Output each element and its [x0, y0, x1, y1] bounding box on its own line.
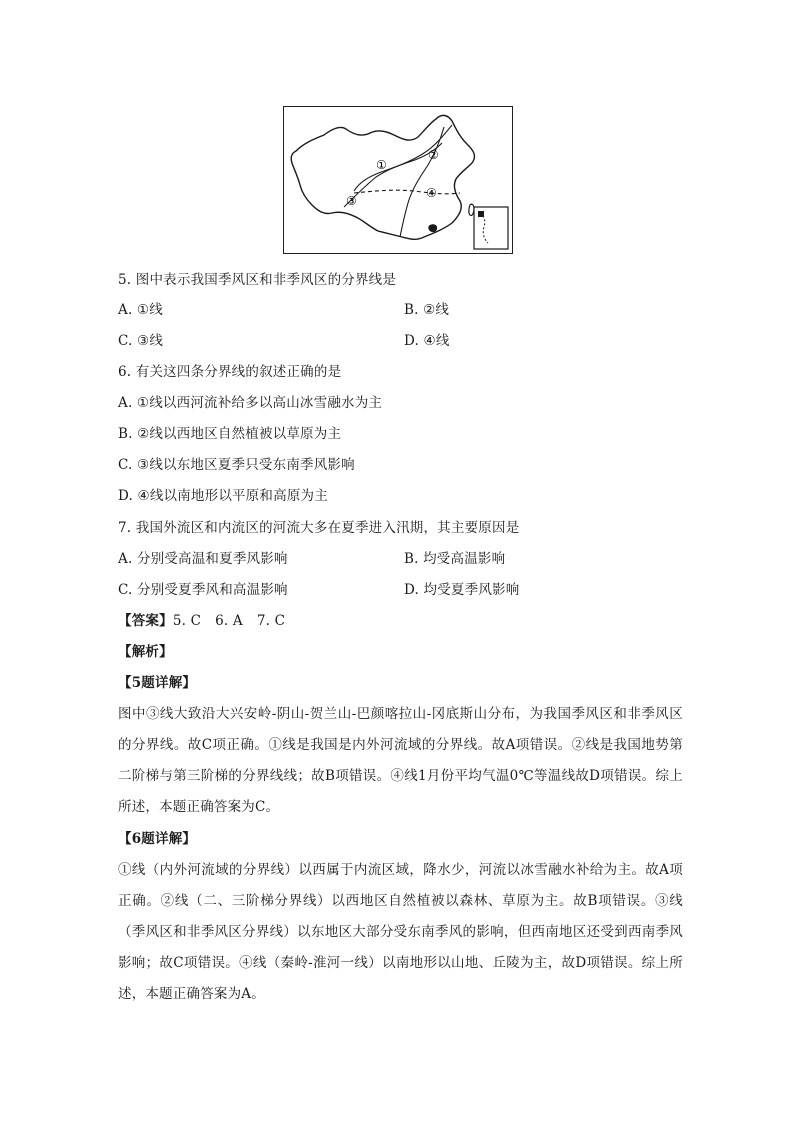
question-6-option-b: B. ②线以西地区自然植被以草原为主 — [118, 426, 342, 442]
boundary-line-4 — [354, 190, 460, 194]
question-5-option-b: B. ②线 — [404, 302, 450, 318]
taiwan-island — [469, 204, 474, 215]
hainan-island — [428, 224, 437, 232]
answer-row — [118, 611, 285, 631]
section-5-text: 图中③线大致沿大兴安岭-阴山-贺兰山-巴颜喀拉山-冈底斯山分布，为我国季风区和非季风区的分界线。故C项正确。①线是我国是内外河流域的分界线。故A项错误。②线是我国地势第二阶梯与第三阶梯的分界线线；故B项错误。④线1月份平均气温0℃等温线故D项错误。综上所述，本题正确答案为C。 — [118, 706, 683, 815]
china-map-figure — [283, 106, 513, 254]
question-6-option-c: C. ③线以东地区夏季只受东南季风影响 — [118, 457, 355, 473]
label-line-4: ④ — [426, 186, 437, 200]
label-line-2: ② — [428, 148, 439, 162]
question-7-option-b: B. 均受高温影响 — [404, 551, 506, 567]
answer-item-6: 6. A — [215, 613, 243, 629]
inset-island — [478, 211, 484, 217]
section-6-title: 【6题详解】 — [118, 831, 197, 847]
label-line-3: ③ — [346, 194, 357, 208]
question-5-option-d: D. ④线 — [404, 333, 450, 349]
analysis-label: 【解析】 — [118, 644, 173, 660]
question-7-stem: 7. 我国外流区和内流区的河流大多在夏季进入汛期，其主要原因是 — [118, 520, 520, 536]
question-7-option-a: A. 分别受高温和夏季风影响 — [118, 551, 288, 567]
answer-item-5: 5. C — [172, 613, 202, 629]
question-6-stem: 6. 有关这四条分界线的叙述正确的是 — [118, 364, 342, 380]
question-6-option-a: A. ①线以西河流补给多以高山冰雪融水为主 — [118, 395, 383, 411]
label-line-1: ① — [376, 158, 387, 172]
question-7-option-d: D. 均受夏季风影响 — [404, 582, 520, 598]
question-5-option-a: A. ①线 — [118, 302, 163, 318]
china-map-svg — [284, 107, 511, 252]
section-5-title: 【5题详解】 — [118, 675, 197, 691]
question-6-option-d: D. ④线以南地形以平原和高原为主 — [118, 488, 328, 504]
answer-label: 【答案】 — [118, 613, 173, 629]
china-outline — [291, 115, 474, 239]
boundary-line-2 — [400, 127, 444, 237]
section-6-text: ①线（内外河流域的分界线）以西属于内流区域，降水少，河流以冰雪融水补给为主。故A项正确。②线（二、三阶梯分界线）以西地区自然植被以森林、草原为主。故B项错误。③线（季风区和非季风区分界线）以东地区大部分受东南季风的影响，但西南地区还受到西南季风影响；故C项错误。④线（秦岭-淮河一线）以南地形以山地、丘陵为主，故D项错误。综上所述，本题正确答案为A。 — [118, 862, 683, 1002]
answer-item-7: 7. C — [256, 613, 286, 629]
question-5-option-c: C. ③线 — [118, 333, 164, 349]
question-7-option-c: C. 分别受夏季风和高温影响 — [118, 582, 288, 598]
question-5-stem: 5. 图中表示我国季风区和非季风区的分界线是 — [118, 272, 397, 288]
